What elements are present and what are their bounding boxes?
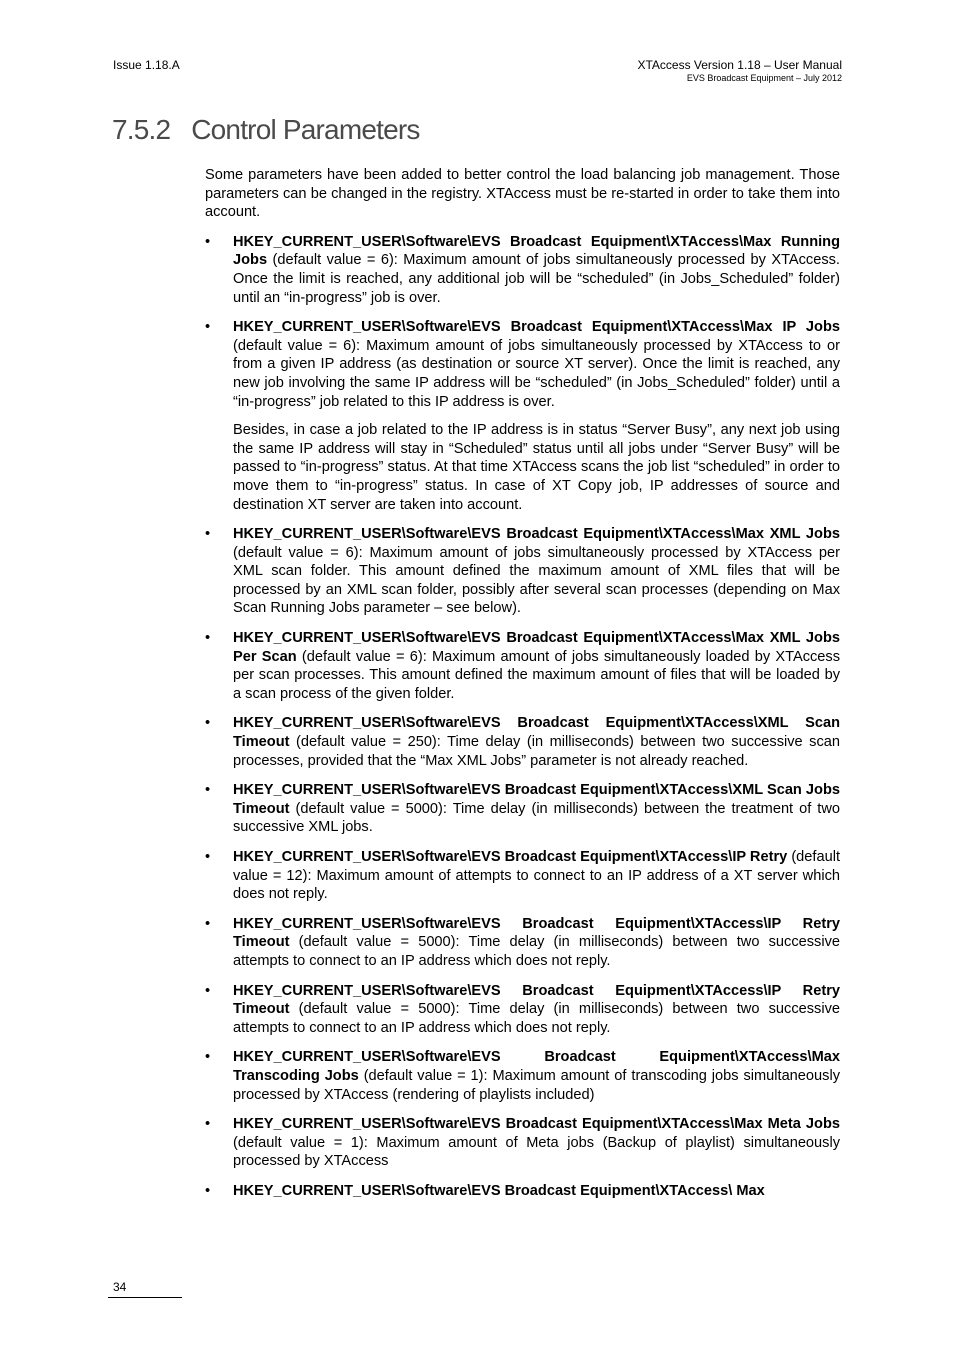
section-title: Control Parameters — [191, 114, 420, 145]
parameter-text — [233, 714, 840, 770]
bullet-icon: • — [205, 1116, 211, 1133]
parameter-item — [205, 318, 840, 514]
parameter-item — [205, 629, 840, 703]
content — [205, 166, 840, 1212]
parameter-text — [233, 629, 840, 703]
parameter-description: (default value = 6): Maximum amount of jobs simultaneously processed by XTAccess. Once the limit is reached, any additional job will be “scheduled” (in Jobs_Scheduled” folder) until an “in-progress” job is over. — [233, 252, 840, 306]
parameter-item — [205, 915, 840, 971]
parameter-list — [205, 233, 840, 1201]
bullet-icon: • — [205, 526, 211, 543]
section-number: 7.5.2 — [112, 114, 171, 145]
parameter-note: Besides, in case a job related to the IP address is in status “Server Busy”, any next job using the same IP address will stay in “Scheduled” status until all jobs under “Server Busy” will be passed to “in-progress” status. At that time XTAccess scans the job list “scheduled” in order to move them to “in-progress” status. In case of XT Copy job, IP addresses of source and destination XT server are taken into account. — [233, 422, 840, 513]
parameter-text — [233, 1182, 840, 1201]
parameter-text — [233, 1048, 840, 1104]
parameter-item — [205, 982, 840, 1038]
registry-key: HKEY_CURRENT_USER\Software\EVS Broadcast Equipment\XTAccess\Max Running Jobs — [233, 233, 840, 269]
header-title: XTAccess Version 1.18 – User Manual — [637, 58, 842, 72]
parameter-item — [205, 781, 840, 837]
parameter-description: (default value = 5000): Time delay (in milliseconds) between two successive attempts to connect to an IP address which does not reply. — [233, 1001, 840, 1036]
parameter-text — [233, 848, 840, 904]
parameter-item — [205, 1048, 840, 1104]
parameter-text — [233, 982, 840, 1038]
parameter-item — [205, 1182, 840, 1201]
bullet-icon: • — [205, 915, 211, 932]
parameter-text — [233, 318, 840, 411]
parameter-item — [205, 525, 840, 618]
parameter-description: (default value = 6): Maximum amount of jobs simultaneously processed by XTAccess per XML scan folder. This amount defined the maximum amount of XML files that will be processed by an XML scan folder, possibly after several scan processes (depending on Max Scan Running Jobs parameter – see below). — [233, 544, 840, 617]
bullet-icon: • — [205, 1049, 211, 1066]
bullet-icon: • — [205, 715, 211, 732]
registry-key: HKEY_CURRENT_USER\Software\EVS Broadcast Equipment\XTAccess\Max XML Jobs Per Scan — [233, 630, 840, 665]
parameter-description: (default value = 5000): Time delay (in milliseconds) between two successive attempts to connect to an IP address which does not reply. — [233, 934, 840, 969]
parameter-text — [233, 525, 840, 618]
header-issue: Issue 1.18.A — [113, 58, 180, 72]
footer-rule — [108, 1297, 182, 1298]
registry-key: HKEY_CURRENT_USER\Software\EVS Broadcast Equipment\XTAccess\ Max — [233, 1182, 765, 1199]
parameter-description: (default value = 6): Maximum amount of jobs simultaneously processed by XTAccess to or from a given IP address (as destination or source XT server). Once the limit is reached, any new job involving the same IP address will be “scheduled” (in Jobs_Scheduled” folder) until a “in-progress” job related to this IP address is over. — [233, 337, 840, 410]
bullet-icon: • — [205, 982, 211, 999]
parameter-item — [205, 233, 840, 307]
parameter-text — [233, 781, 840, 837]
bullet-icon: • — [205, 630, 211, 647]
parameter-text — [233, 915, 840, 971]
registry-key: HKEY_CURRENT_USER\Software\EVS Broadcast Equipment\XTAccess\Max Transcoding Jobs — [233, 1049, 840, 1084]
bullet-icon: • — [205, 782, 211, 799]
parameter-item — [205, 1115, 840, 1171]
registry-key: HKEY_CURRENT_USER\Software\EVS Broadcast Equipment\XTAccess\XML Scan Timeout — [233, 715, 840, 751]
section-heading — [112, 114, 420, 146]
header-subtitle: EVS Broadcast Equipment – July 2012 — [686, 73, 842, 83]
parameter-description: (default value = 6): Maximum amount of jobs simultaneously loaded by XTAccess per scan processes. This amount defined the maximum amount of files that will be loaded by a scan process of the given folder. — [233, 648, 840, 702]
parameter-description: (default value = 250): Time delay (in milliseconds) between two successive scan processes, provided that the “Max XML Jobs” parameter is not already reached. — [233, 734, 840, 769]
parameter-description: (default value = 1): Maximum amount of transcoding jobs simultaneously processed by XTAccess (rendering of playlists included) — [233, 1067, 840, 1103]
intro-paragraph: Some parameters have been added to better control the load balancing job management. Those parameters can be changed in the registry. XTAccess must be re-started in order to take them into account. — [205, 167, 840, 221]
registry-key: HKEY_CURRENT_USER\Software\EVS Broadcast Equipment\XTAccess\Max XML Jobs — [233, 526, 840, 543]
registry-key: HKEY_CURRENT_USER\Software\EVS Broadcast Equipment\XTAccess\IP Retry — [233, 849, 788, 865]
registry-key: HKEY_CURRENT_USER\Software\EVS Broadcast Equipment\XTAccess\Max IP Jobs — [233, 319, 840, 336]
parameter-description: (default value = 12): Maximum amount of attempts to connect to an IP address of a XT server which does not reply. — [233, 849, 841, 903]
registry-key: HKEY_CURRENT_USER\Software\EVS Broadcast Equipment\XTAccess\IP Retry Timeout — [233, 915, 840, 951]
page-number: 34 — [113, 1280, 127, 1294]
parameter-item — [205, 848, 840, 904]
bullet-icon: • — [205, 319, 211, 336]
parameter-description: (default value = 1): Maximum amount of Meta jobs (Backup of playlist) simultaneously processed by XTAccess — [233, 1134, 840, 1170]
bullet-icon: • — [205, 233, 211, 250]
registry-key: HKEY_CURRENT_USER\Software\EVS Broadcast Equipment\XTAccess\IP Retry Timeout — [233, 982, 840, 1018]
registry-key: HKEY_CURRENT_USER\Software\EVS Broadcast Equipment\XTAccess\XML Scan Jobs Timeout — [233, 782, 840, 817]
bullet-icon: • — [205, 849, 211, 865]
parameter-description: (default value = 5000): Time delay (in milliseconds) between the treatment of two successive XML jobs. — [233, 800, 840, 836]
bullet-icon: • — [205, 1182, 211, 1199]
registry-key: HKEY_CURRENT_USER\Software\EVS Broadcast Equipment\XTAccess\Max Meta Jobs — [233, 1116, 840, 1133]
parameter-text — [233, 1115, 840, 1171]
parameter-item — [205, 714, 840, 770]
parameter-text — [233, 233, 840, 307]
header-right — [637, 58, 842, 83]
